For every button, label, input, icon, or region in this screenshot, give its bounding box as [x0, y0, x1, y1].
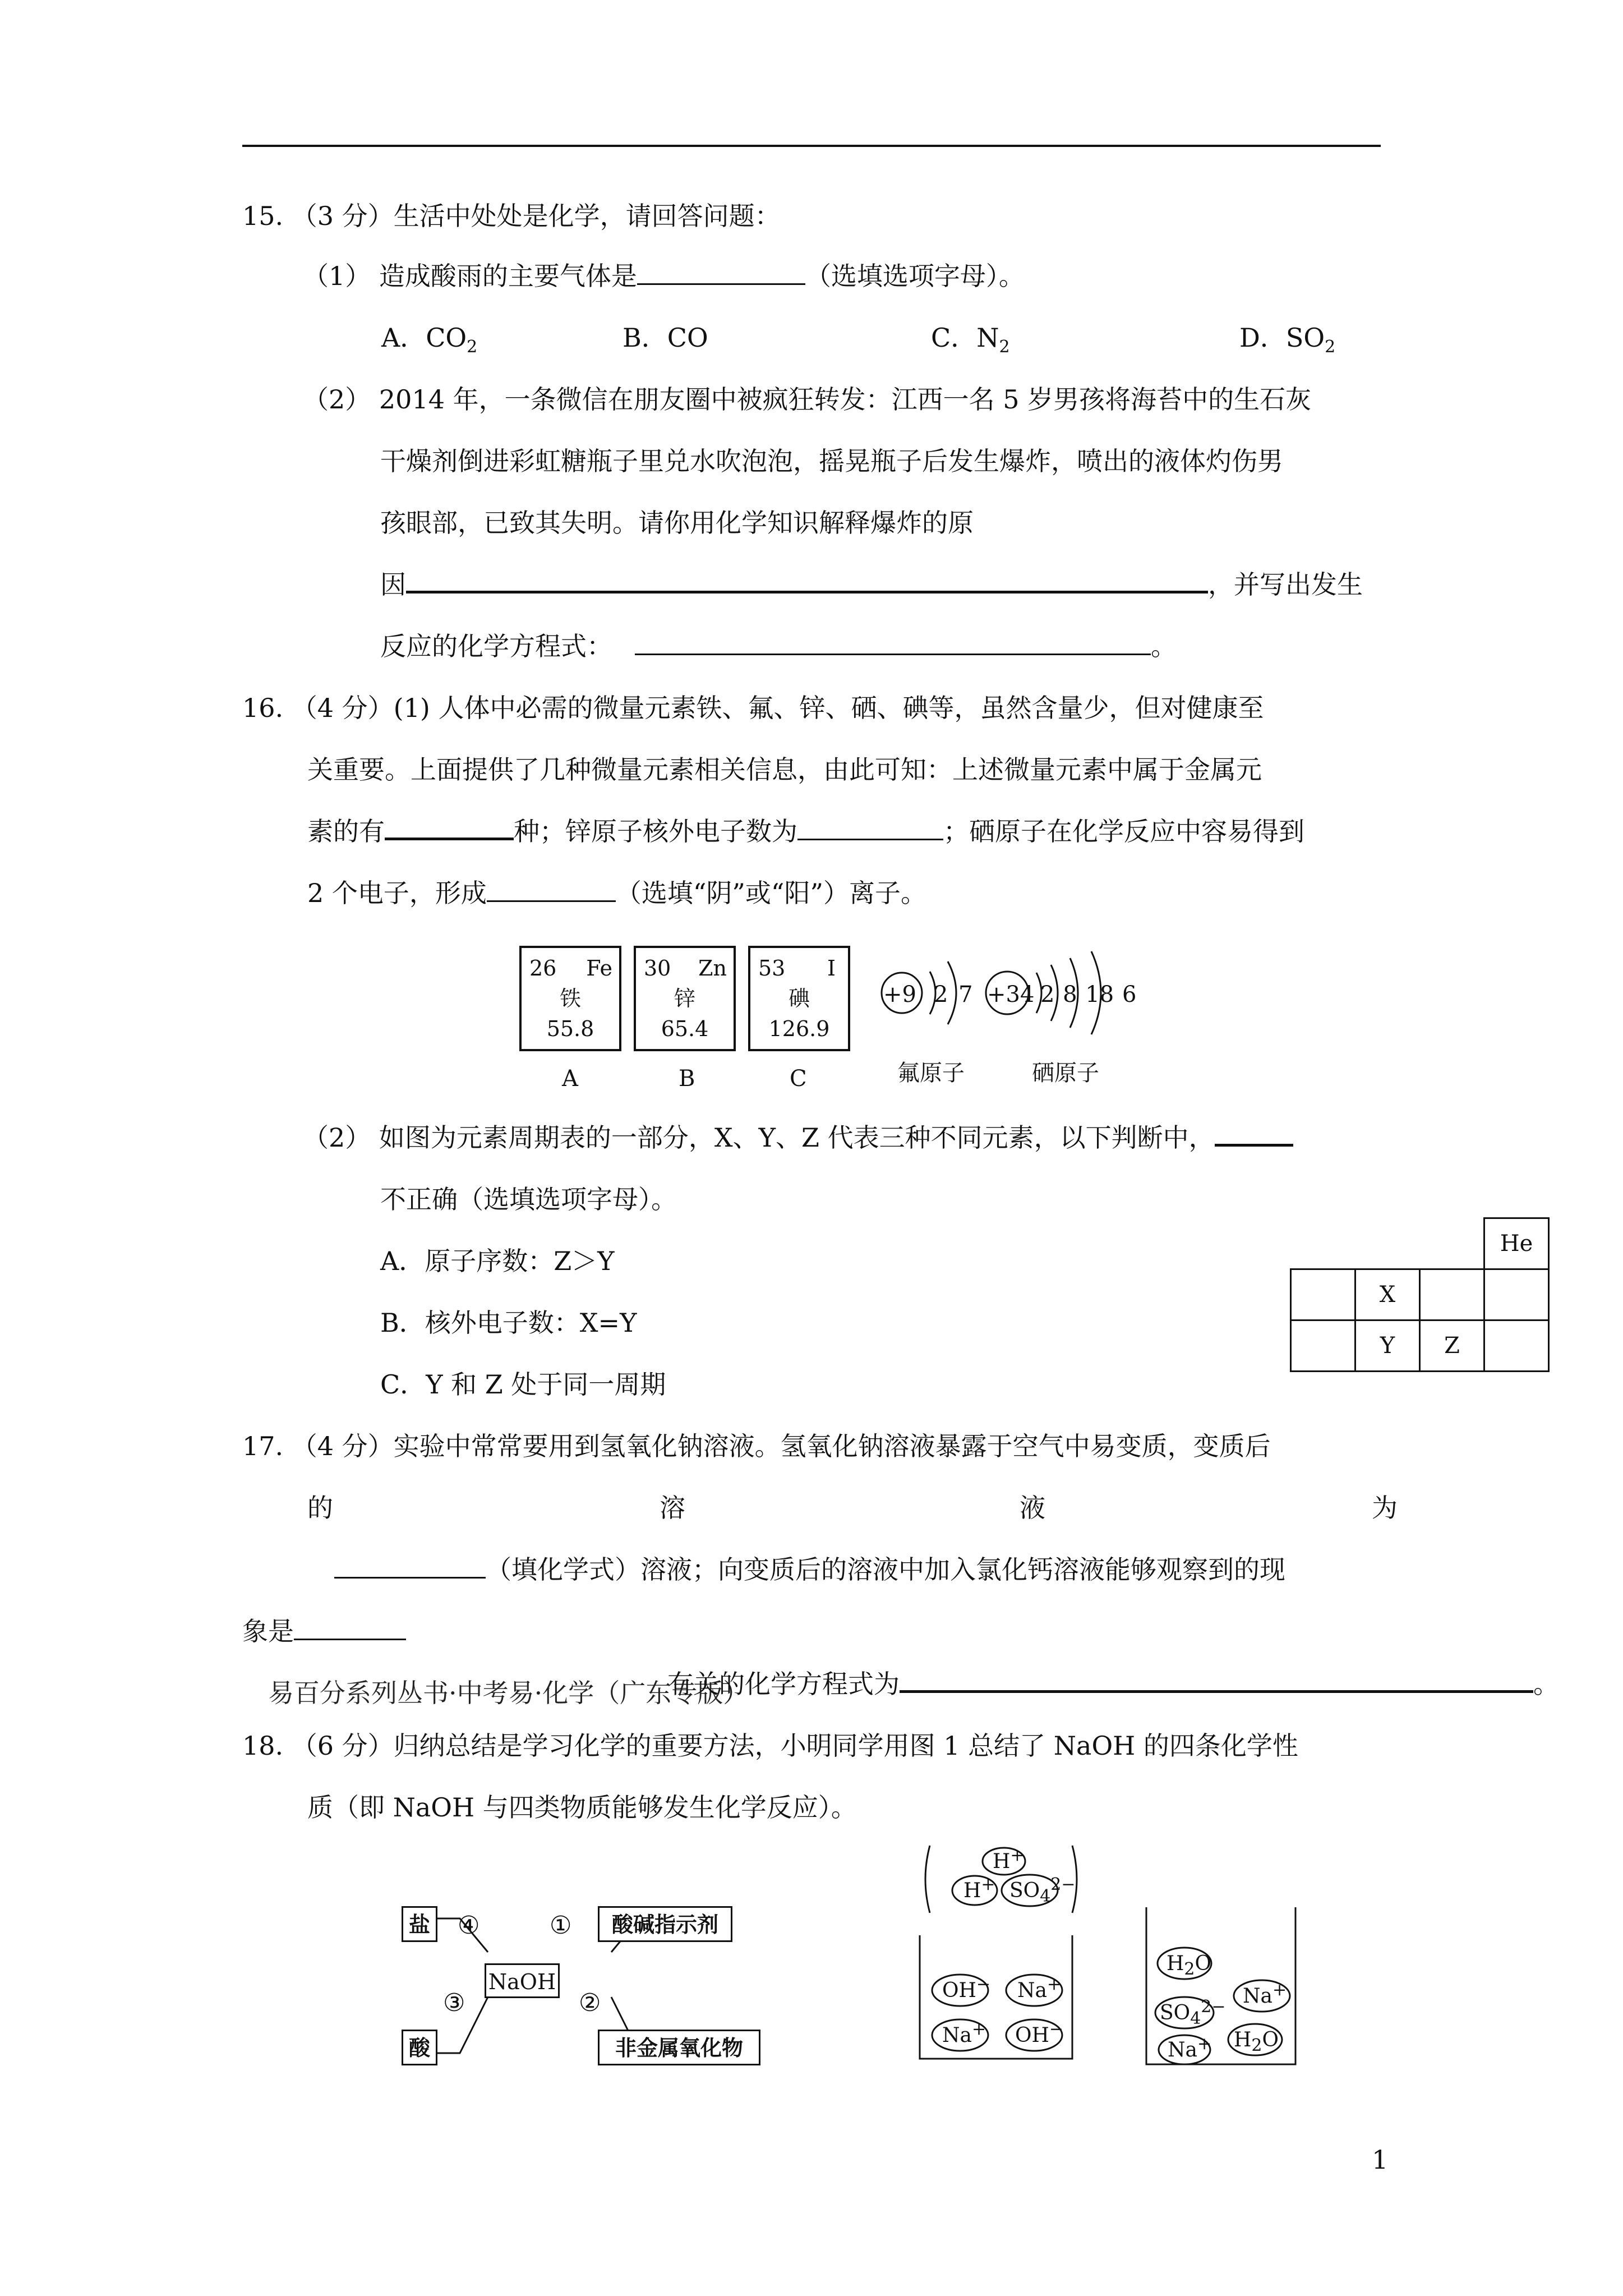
- q16-line2: 关重要。上面提供了几种微量元素相关信息，由此可知：上述微量元素中属于金属元: [307, 754, 1262, 785]
- element-name: 碘: [788, 986, 810, 1011]
- element-mass: 65.4: [661, 1016, 709, 1041]
- selenium-nucleus: +34: [987, 982, 1035, 1007]
- element-card-label-c: C: [790, 1066, 807, 1092]
- element-mass: 55.8: [546, 1016, 594, 1041]
- element-number: 30: [644, 956, 671, 981]
- q15-option-b: B．CO: [623, 323, 708, 353]
- dropper-left-wall: [925, 1846, 930, 1913]
- q18-line2: 质（即 NaOH 与四类物质能够发生化学反应）。: [307, 1792, 857, 1823]
- q16-line3: 素的有 种；锌原子核外电子数为 ；硒原子在化学反应中容易得到: [307, 816, 1304, 846]
- selenium-shells: 2 8 18 6: [1040, 982, 1137, 1007]
- q17-line5: 有关的化学方程式为 。: [667, 1669, 1559, 1699]
- page-number: 1: [1372, 2145, 1389, 2175]
- q17-blank-equation[interactable]: [900, 1690, 1533, 1693]
- element-card-fe: [519, 946, 621, 1051]
- ion-h-top: H+: [993, 1846, 1025, 1873]
- q15-part2-line5: 反应的化学方程式： 。: [380, 631, 1177, 661]
- q17-line4: 象是: [242, 1614, 406, 1648]
- ion-h-left: H+: [963, 1875, 995, 1902]
- box-salt: 盐: [402, 1906, 437, 1942]
- ion-na-2: Na+: [942, 2019, 986, 2047]
- q16-blank-ion[interactable]: [487, 900, 616, 902]
- q16-part2-line1: （2） 如图为元素周期表的一部分，X、Y、Z 代表三种不同元素，以下判断中，: [303, 1121, 1293, 1154]
- element-number: 26: [529, 956, 557, 981]
- q17-blank-formula[interactable]: [334, 1577, 486, 1579]
- ion-so4-beaker: $SO_4^{2-}$: [1160, 1997, 1226, 2029]
- q15-part2-line2: 干燥剂倒进彩虹糖瓶子里兑水吹泡泡，摇晃瓶子后发生爆炸，喷出的液体灼伤男: [380, 446, 1283, 476]
- ion-na-4: Na+: [1168, 2034, 1212, 2062]
- q16-line1: 16. （4 分）(1) 人体中必需的微量元素铁、氟、锌、硒、碘等，虽然含量少，但对健康至: [242, 693, 1264, 723]
- q16-option-a: A．原子序数：Z＞Y: [380, 1246, 615, 1276]
- fluorine-caption: 氟原子: [897, 1060, 965, 1086]
- q15-blank-reason[interactable]: [406, 591, 1208, 593]
- q17-word-2: 溶: [660, 1493, 685, 1523]
- label-two: ②: [579, 1989, 601, 2017]
- q17-word-3: 液: [1020, 1493, 1045, 1523]
- fluorine-nucleus: +9: [883, 982, 916, 1007]
- cell-x: X: [1355, 1269, 1420, 1320]
- element-card-zn: [634, 946, 736, 1051]
- ion-na-1: Na+: [1017, 1975, 1062, 2002]
- footer-series-watermark: 易百分系列丛书·中考易·化学（广东专版）: [268, 1678, 749, 1708]
- ion-so4-dropper: $SO_4^{2-}$: [1009, 1875, 1076, 1907]
- q16-blank-electrons[interactable]: [797, 839, 943, 840]
- ion-oh-1: OH−: [942, 1975, 991, 2002]
- q17-blank-phenomenon[interactable]: [294, 1639, 406, 1640]
- element-name: 铁: [559, 986, 581, 1011]
- q15-blank1[interactable]: [637, 283, 805, 285]
- q17-word-1: 的: [307, 1493, 333, 1523]
- fluorine-shells: 2 7: [934, 982, 973, 1007]
- q16-option-b: B．核外电子数：X=Y: [380, 1308, 637, 1338]
- periodic-table-fragment: [1290, 1217, 1550, 1372]
- molecule-h2o-2: $H_2O$: [1234, 2028, 1279, 2056]
- q15-part2-line4: 因 ，并写出发生: [380, 569, 1363, 600]
- q17-line1: 17. （4 分）实验中常常要用到氢氧化钠溶液。氢氧化钠溶液暴露于空气中易变质，变质后: [242, 1431, 1271, 1461]
- q15-stem: 15. （3 分）生活中处处是化学，请回答问题：: [242, 201, 781, 231]
- element-symbol: I: [827, 956, 836, 981]
- label-three: ③: [443, 1989, 465, 2017]
- selenium-caption: 硒原子: [1032, 1060, 1099, 1086]
- label-four: ④: [458, 1911, 480, 1940]
- q17-line3: （填化学式）溶液；向变质后的溶液中加入氯化钙溶液能够观察到的现: [334, 1553, 1285, 1586]
- q17-word-4: 为: [1372, 1493, 1398, 1523]
- q16-blank-metal-count[interactable]: [385, 838, 514, 840]
- cell-z: Z: [1420, 1320, 1484, 1372]
- box-acid: 酸: [402, 2030, 437, 2065]
- cell-he: He: [1484, 1218, 1549, 1269]
- cell-y: Y: [1355, 1320, 1420, 1372]
- q16-part2-line2: 不正确（选填选项字母）。: [380, 1184, 677, 1214]
- element-card-i: [748, 946, 850, 1051]
- q15-option-c: C．$N_2$: [931, 323, 1010, 357]
- box-naoh: NaOH: [485, 1963, 560, 1998]
- element-symbol: Zn: [698, 956, 727, 981]
- element-card-label-a: A: [562, 1066, 578, 1092]
- element-name: 锌: [674, 986, 695, 1011]
- molecule-h2o-1: $H_2O$: [1166, 1952, 1212, 1980]
- q15-option-a: A．$CO_2$: [381, 323, 478, 357]
- q15-part2-line3: 孩眼部，已致其失明。请你用化学知识解释爆炸的原: [380, 508, 974, 538]
- q18-line1: 18. （6 分）归纳总结是学习化学的重要方法，小明同学用图 1 总结了 NaOH 的四条化学性: [242, 1731, 1298, 1761]
- label-one: ①: [550, 1911, 572, 1940]
- box-indicator: 酸碱指示剂: [598, 1906, 732, 1942]
- q16-blank-incorrect[interactable]: [1215, 1144, 1293, 1147]
- ion-na-3: Na+: [1243, 1980, 1287, 2008]
- q15-option-d: D．$SO_2$: [1239, 323, 1336, 357]
- element-mass: 126.9: [768, 1016, 830, 1041]
- header-rule: [242, 145, 1381, 147]
- ion-oh-2: OH−: [1015, 2019, 1064, 2047]
- element-card-label-b: B: [679, 1066, 695, 1092]
- q16-option-c: C．Y 和 Z 处于同一周期: [380, 1369, 666, 1400]
- element-number: 53: [758, 956, 786, 981]
- q15-part2-line1: （2） 2014 年，一条微信在朋友圈中被疯狂转发：江西一名 5 岁男孩将海苔中的生石灰: [303, 384, 1312, 415]
- q16-line4: 2 个电子，形成 （选填“阴”或“阳”）离子。: [307, 878, 926, 908]
- q15-blank-equation[interactable]: [635, 654, 1151, 655]
- q15-part1: （1） 造成酸雨的主要气体是 （选填选项字母）。: [303, 261, 1025, 291]
- box-nonmetal-oxide: 非金属氧化物: [598, 2030, 760, 2065]
- element-symbol: Fe: [586, 956, 612, 981]
